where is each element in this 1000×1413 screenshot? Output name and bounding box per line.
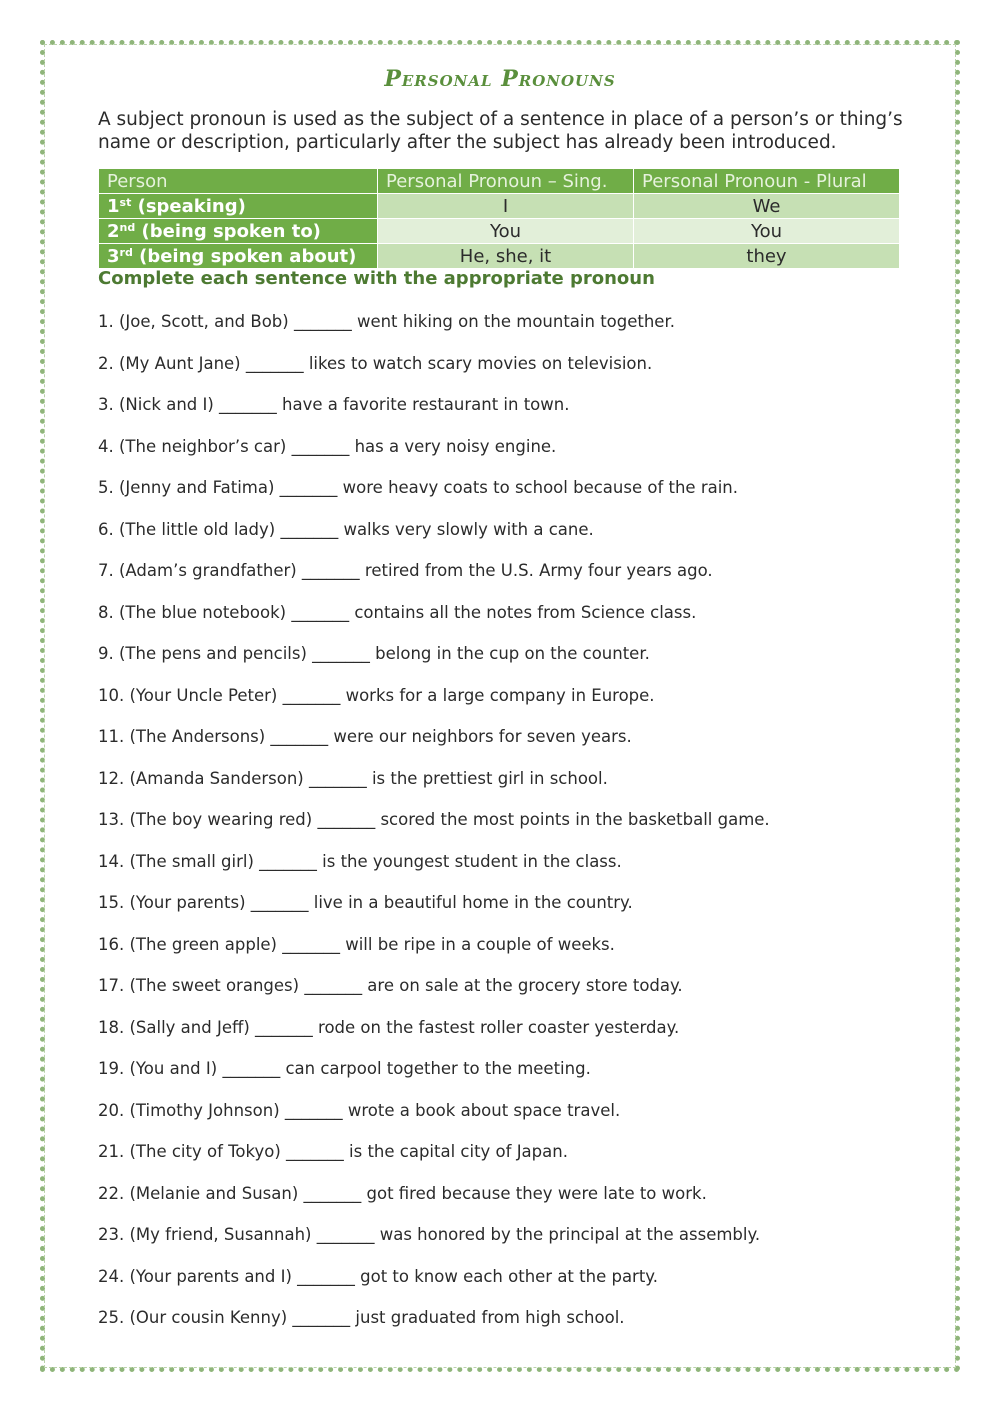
singular-cell: He, she, it xyxy=(378,244,634,269)
sentence-item: 15. (Your parents) _______ live in a beautiful home in the country. xyxy=(98,893,633,912)
person-number: 2 xyxy=(107,220,120,242)
sentence-item: 24. (Your parents and I) _______ got to know each other at the party. xyxy=(98,1267,658,1286)
table-row xyxy=(99,194,900,219)
plural-cell: We xyxy=(634,194,900,219)
sentence-item: 9. (The pens and pencils) _______ belong in the cup on the counter. xyxy=(98,644,650,663)
ordinal-suffix: rd xyxy=(119,245,133,259)
table-header-row xyxy=(99,169,900,194)
sentence-item: 19. (You and I) _______ can carpool together to the meeting. xyxy=(98,1059,591,1078)
sentence-item: 4. (The neighbor’s car) _______ has a very noisy engine. xyxy=(98,437,557,456)
row-person xyxy=(99,219,378,244)
sentence-item: 8. (The blue notebook) _______ contains all the notes from Science class. xyxy=(98,603,697,622)
person-number: 1 xyxy=(107,195,120,217)
sentence-item: 3. (Nick and I) _______ have a favorite restaurant in town. xyxy=(98,395,570,414)
row-person xyxy=(99,244,378,269)
sentence-item: 7. (Adam’s grandfather) _______ retired from the U.S. Army four years ago. xyxy=(98,561,713,580)
row-person xyxy=(99,194,378,219)
header-plural: Personal Pronoun - Plural xyxy=(634,169,900,194)
sentence-item: 25. (Our cousin Kenny) _______ just graduated from high school. xyxy=(98,1308,625,1327)
sentence-item: 2. (My Aunt Jane) _______ likes to watch scary movies on television. xyxy=(98,354,653,373)
ordinal-suffix: nd xyxy=(119,220,136,234)
plural-cell: they xyxy=(634,244,900,269)
sentence-item: 5. (Jenny and Fatima) _______ wore heavy coats to school because of the rain. xyxy=(98,478,739,497)
sentence-item: 14. (The small girl) _______ is the youngest student in the class. xyxy=(98,852,622,871)
sentence-item: 6. (The little old lady) _______ walks very slowly with a cane. xyxy=(98,520,594,539)
ordinal-suffix: st xyxy=(119,195,132,209)
sentence-item: 21. (The city of Tokyo) _______ is the capital city of Japan. xyxy=(98,1142,568,1161)
sentence-item: 20. (Timothy Johnson) _______ wrote a book about space travel. xyxy=(98,1101,621,1120)
sentence-item: 10. (Your Uncle Peter) _______ works for a large company in Europe. xyxy=(98,686,655,705)
singular-cell: I xyxy=(378,194,634,219)
sentence-item: 13. (The boy wearing red) _______ scored the most points in the basketball game. xyxy=(98,810,770,829)
sentence-item: 1. (Joe, Scott, and Bob) _______ went hiking on the mountain together. xyxy=(98,312,675,331)
person-label: (being spoken about) xyxy=(132,245,357,267)
table-row xyxy=(99,219,900,244)
sentence-item: 12. (Amanda Sanderson) _______ is the prettiest girl in school. xyxy=(98,769,608,788)
sentence-item: 17. (The sweet oranges) _______ are on sale at the grocery store today. xyxy=(98,976,683,995)
instruction-heading: Complete each sentence with the appropriate pronoun xyxy=(98,268,655,289)
sentence-item: 23. (My friend, Susannah) _______ was honored by the principal at the assembly. xyxy=(98,1225,761,1244)
singular-cell: You xyxy=(378,219,634,244)
header-person: Person xyxy=(99,169,378,194)
intro-paragraph: A subject pronoun is used as the subject of a sentence in place of a person’s or thing’s name or description, particularly after the subject has already been introduced. xyxy=(98,109,903,153)
sentence-item: 18. (Sally and Jeff) _______ rode on the fastest roller coaster yesterday. xyxy=(98,1018,680,1037)
pronoun-table xyxy=(98,168,900,269)
sentence-item: 22. (Melanie and Susan) _______ got fired because they were late to work. xyxy=(98,1184,707,1203)
person-number: 3 xyxy=(107,245,120,267)
person-label: (speaking) xyxy=(131,195,246,217)
table-row xyxy=(99,244,900,269)
header-singular: Personal Pronoun – Sing. xyxy=(378,169,634,194)
person-label: (being spoken to) xyxy=(135,220,321,242)
plural-cell: You xyxy=(634,219,900,244)
worksheet-title: Personal Pronouns xyxy=(384,66,616,92)
sentence-item: 11. (The Andersons) _______ were our neighbors for seven years. xyxy=(98,727,632,746)
sentence-item: 16. (The green apple) _______ will be ripe in a couple of weeks. xyxy=(98,935,615,954)
